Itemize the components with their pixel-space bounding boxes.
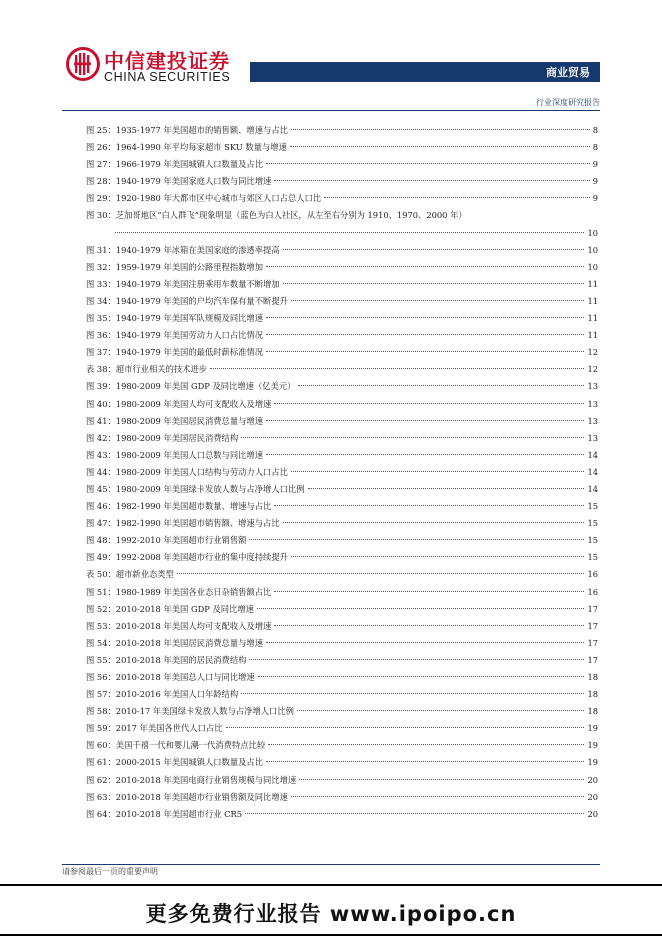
toc-leader-dots (298, 385, 584, 386)
toc-leader-dots (177, 573, 585, 574)
toc-leader-dots (266, 454, 584, 455)
toc-entry-page: 11 (587, 330, 598, 341)
toc-entry[interactable] (86, 310, 598, 327)
toc-entry-label: 图 36：1940-1979 年美国劳动力人口占比情况 (86, 330, 264, 341)
toc-entry[interactable] (86, 156, 598, 173)
toc-entry-label: 图 45：1980-2009 年美国绿卡发放人数与占净增人口比例 (86, 483, 305, 494)
toc-entry-label: 表 38：超市行业相关的技术进步 (86, 364, 208, 375)
toc-leader-dots (258, 676, 585, 677)
toc-entry-label: 图 59：2017 年美国各世代人口占比 (86, 723, 223, 734)
toc-entry[interactable] (86, 242, 598, 259)
toc-entry[interactable] (86, 361, 598, 378)
toc-entry[interactable] (86, 635, 598, 652)
table-of-figures (86, 122, 598, 823)
toc-entry-page: 18 (587, 689, 598, 700)
toc-entry[interactable] (86, 566, 598, 583)
toc-entry[interactable] (86, 327, 598, 344)
toc-entry-page: 9 (592, 159, 598, 170)
toc-entry-page: 10 (587, 261, 598, 272)
toc-leader-dots (226, 727, 585, 728)
toc-entry[interactable] (86, 601, 598, 618)
toc-entry-page: 15 (587, 518, 598, 529)
toc-entry[interactable] (86, 618, 598, 635)
toc-entry-label: 图 37：1940-1979 年美国的最低时薪标准情况 (86, 347, 264, 358)
toc-entry-continuation[interactable] (86, 225, 598, 242)
brand-name-cn: 中信建投证券 (104, 49, 230, 73)
toc-entry[interactable] (86, 378, 598, 395)
toc-entry-page: 13 (587, 415, 598, 426)
toc-entry-label: 图 46：1982-1990 年美国超市数量、增速与占比 (86, 501, 272, 512)
toc-entry[interactable] (86, 413, 598, 430)
toc-entry-page: 14 (587, 449, 598, 460)
brand-name-en: CHINA SECURITIES (104, 70, 231, 84)
toc-entry[interactable] (86, 396, 598, 413)
toc-leader-dots (266, 351, 584, 352)
toc-entry-label: 图 28：1940-1979 年美国家庭人口数与同比增速 (86, 176, 272, 187)
toc-entry-page: 9 (592, 176, 598, 187)
toc-leader-dots (210, 368, 584, 369)
toc-entry-label: 图 49：1992-2008 年美国超市行业的集中度持续提升 (86, 552, 288, 563)
toc-entry-label: 图 54：2010-2018 年美国居民消费总量与增速 (86, 637, 264, 648)
toc-leader-dots (266, 266, 584, 267)
toc-entry-label: 图 57：2010-2016 年美国人口年龄结构 (86, 689, 239, 700)
toc-leader-dots (241, 437, 584, 438)
disclaimer-note: 请参阅最后一页的重要声明 (62, 867, 158, 876)
toc-entry-page: 15 (587, 501, 598, 512)
toc-entry-page: 13 (587, 381, 598, 392)
toc-entry-label: 图 52：2010-2018 年美国 GDP 及同比增速 (86, 603, 254, 614)
header-divider (62, 110, 600, 111)
toc-entry-label: 图 60：美国千禧一代和婴儿潮一代消费特点比较 (86, 740, 266, 751)
toc-entry-label: 图 53：2010-2018 年美国人均可支配收入及增速 (86, 620, 272, 631)
toc-entry[interactable] (86, 122, 598, 139)
toc-entry-label: 图 34：1940-1979 年美国的户均汽车保有量不断提升 (86, 295, 288, 306)
toc-entry-label: 表 50：超市新业态类型 (86, 569, 174, 580)
toc-entry[interactable] (86, 207, 598, 224)
toc-entry-page: 10 (587, 244, 598, 255)
toc-leader-dots (268, 744, 584, 745)
toc-entry-page: 8 (592, 142, 598, 153)
toc-entry[interactable] (86, 549, 598, 566)
toc-leader-dots (266, 334, 584, 335)
toc-entry-label: 图 30：芝加哥地区“白人群飞”现象明显（蓝色为白人社区，从左至右分别为 1910、1970、2000 年） (86, 210, 467, 221)
toc-entry-label: 图 39：1980-2009 年美国 GDP 及同比增速（亿美元） (86, 381, 296, 392)
toc-entry-page: 12 (587, 364, 598, 375)
toc-entry-label: 图 32：1959-1979 年美国的公路里程指数增加 (86, 261, 264, 272)
toc-entry-page: 12 (587, 347, 598, 358)
toc-entry-page: 16 (587, 569, 598, 580)
toc-entry[interactable] (86, 754, 598, 771)
toc-leader-dots (241, 693, 584, 694)
toc-entry-label: 图 43：1980-2009 年美国人口总数与同比增速 (86, 449, 264, 460)
toc-entry-page: 16 (587, 586, 598, 597)
toc-entry[interactable] (86, 737, 598, 754)
toc-entry-label: 图 25：1935-1977 年美国超市的销售额、增速与占比 (86, 125, 288, 135)
toc-entry-page: 11 (587, 295, 598, 306)
toc-entry-label: 图 58：2010-17 年美国绿卡发放人数与占净增人口比例 (86, 706, 294, 717)
toc-leader-dots (283, 249, 585, 250)
toc-entry-page: 9 (592, 193, 598, 204)
footer-divider (62, 864, 600, 865)
toc-entry[interactable] (86, 515, 598, 532)
toc-entry-page: 15 (587, 552, 598, 563)
toc-leader-dots (290, 146, 590, 147)
toc-entry-page: 14 (587, 466, 598, 477)
toc-leader-dots (274, 505, 584, 506)
toc-entry[interactable] (86, 789, 598, 806)
toc-leader-dots (291, 129, 590, 130)
toc-entry-label: 图 63：2010-2018 年美国超市行业销售额及同比增速 (86, 791, 288, 802)
toc-entry[interactable] (86, 806, 598, 823)
toc-entry-label: 图 48：1992-2010 年美国超市行业销售额 (86, 535, 247, 546)
toc-entry-page: 15 (587, 535, 598, 546)
toc-entry[interactable] (86, 652, 598, 669)
toc-leader-dots (266, 642, 584, 643)
toc-leader-dots (274, 625, 584, 626)
toc-entry-label: 图 51：1980-1989 年美国各业态日杂销售额占比 (86, 586, 272, 597)
toc-leader-dots (115, 232, 584, 233)
toc-entry[interactable] (86, 772, 598, 789)
toc-leader-dots (299, 779, 584, 780)
toc-entry-page: 20 (587, 791, 598, 802)
toc-entry[interactable] (86, 464, 598, 481)
toc-leader-dots (283, 283, 585, 284)
toc-entry-page: 11 (587, 278, 598, 289)
toc-leader-dots (257, 608, 584, 609)
toc-entry[interactable] (86, 481, 598, 498)
toc-leader-dots (291, 471, 585, 472)
toc-entry-label: 图 41：1980-2009 年美国居民消费总量与增速 (86, 415, 264, 426)
toc-entry[interactable] (86, 139, 598, 156)
toc-entry-label: 图 33：1940-1979 年美国注册乘用车数量不断增加 (86, 278, 280, 289)
toc-entry-label: 图 26：1964-1990 年平均每家超市 SKU 数量与增速 (86, 142, 287, 153)
toc-leader-dots (245, 813, 584, 814)
toc-entry-page: 8 (592, 125, 598, 135)
page-header (0, 0, 662, 110)
toc-leader-dots (274, 591, 584, 592)
toc-entry[interactable] (86, 703, 598, 720)
toc-entry[interactable] (86, 584, 598, 601)
toc-entry[interactable] (86, 686, 598, 703)
toc-entry-page: 13 (587, 398, 598, 409)
sector-bar (250, 62, 600, 82)
toc-entry-page: 17 (587, 603, 598, 614)
toc-entry-label: 图 56：2010-2018 年美国总人口与同比增速 (86, 672, 255, 682)
toc-leader-dots (283, 522, 585, 523)
sector-label: 商业贸易 (546, 66, 590, 79)
toc-leader-dots (249, 539, 584, 540)
toc-entry-label: 图 61：2000-2015 年美国城镇人口数量及占比 (86, 757, 264, 768)
toc-entry-page: 18 (587, 672, 598, 682)
toc-entry[interactable] (86, 447, 598, 464)
toc-leader-dots (308, 488, 585, 489)
toc-leader-dots (324, 197, 590, 198)
toc-entry-page: 19 (587, 740, 598, 751)
toc-leader-dots (291, 300, 585, 301)
toc-entry-page: 19 (587, 723, 598, 734)
toc-entry-label: 图 40：1980-2009 年美国人均可支配收入及增速 (86, 398, 272, 409)
toc-entry-page: 10 (587, 227, 598, 238)
toc-entry[interactable] (86, 344, 598, 361)
toc-leader-dots (297, 710, 584, 711)
toc-entry-label: 图 29：1920-1980 年大都市区中心城市与郊区人口占总人口比 (86, 193, 322, 204)
toc-entry[interactable] (86, 293, 598, 310)
toc-entry[interactable] (86, 720, 598, 737)
toc-entry[interactable] (86, 259, 598, 276)
toc-entry-label: 图 47：1982-1990 年美国超市销售额、增速与占比 (86, 518, 280, 529)
toc-entry-label: 图 64：2010-2018 年美国超市行业 CR5 (86, 808, 243, 819)
report-type: 行业深度研究报告 (536, 98, 600, 107)
toc-leader-dots (266, 163, 590, 164)
toc-entry[interactable] (86, 669, 598, 686)
toc-entry-page: 14 (587, 483, 598, 494)
toc-entry-page: 13 (587, 432, 598, 443)
toc-entry-label: 图 31：1940-1979 年冰箱在美国家庭的渗透率提高 (86, 244, 280, 255)
toc-entry-page: 17 (587, 637, 598, 648)
toc-entry[interactable] (86, 532, 598, 549)
toc-leader-dots (291, 556, 585, 557)
toc-leader-dots (274, 403, 584, 404)
promo-banner-text: 更多免费行业报告 www.ipoipo.cn (145, 902, 517, 926)
toc-entry-label: 图 55：2010-2018 年美国的居民消费结构 (86, 654, 247, 665)
citic-logo-icon (66, 47, 100, 81)
promo-banner[interactable] (0, 884, 662, 936)
toc-leader-dots (291, 796, 585, 797)
toc-leader-dots (266, 317, 584, 318)
toc-leader-dots (266, 761, 584, 762)
toc-entry[interactable] (86, 190, 598, 207)
toc-entry-label: 图 27：1966-1979 年美国城镇人口数量及占比 (86, 159, 264, 170)
toc-entry-label: 图 35：1940-1979 年美国军队规模及同比增速 (86, 313, 264, 324)
toc-entry-page: 17 (587, 654, 598, 665)
toc-entry-page: 11 (587, 313, 598, 324)
toc-entry-label: 图 62：2010-2018 年美国电商行业销售规模与同比增速 (86, 774, 297, 785)
toc-entry-label: 图 44：1980-2009 年美国人口结构与劳动力人口占比 (86, 466, 288, 477)
toc-entry-page: 18 (587, 706, 598, 717)
toc-entry-page: 20 (587, 808, 598, 819)
toc-entry-page: 19 (587, 757, 598, 768)
toc-entry[interactable] (86, 430, 598, 447)
toc-entry-page: 20 (587, 774, 598, 785)
toc-entry[interactable] (86, 173, 598, 190)
toc-leader-dots (249, 659, 584, 660)
toc-leader-dots (266, 420, 584, 421)
toc-entry-label: 图 42：1980-2009 年美国居民消费结构 (86, 432, 239, 443)
toc-leader-dots (274, 180, 589, 181)
toc-entry[interactable] (86, 498, 598, 515)
toc-entry[interactable] (86, 276, 598, 293)
toc-entry-page: 17 (587, 620, 598, 631)
